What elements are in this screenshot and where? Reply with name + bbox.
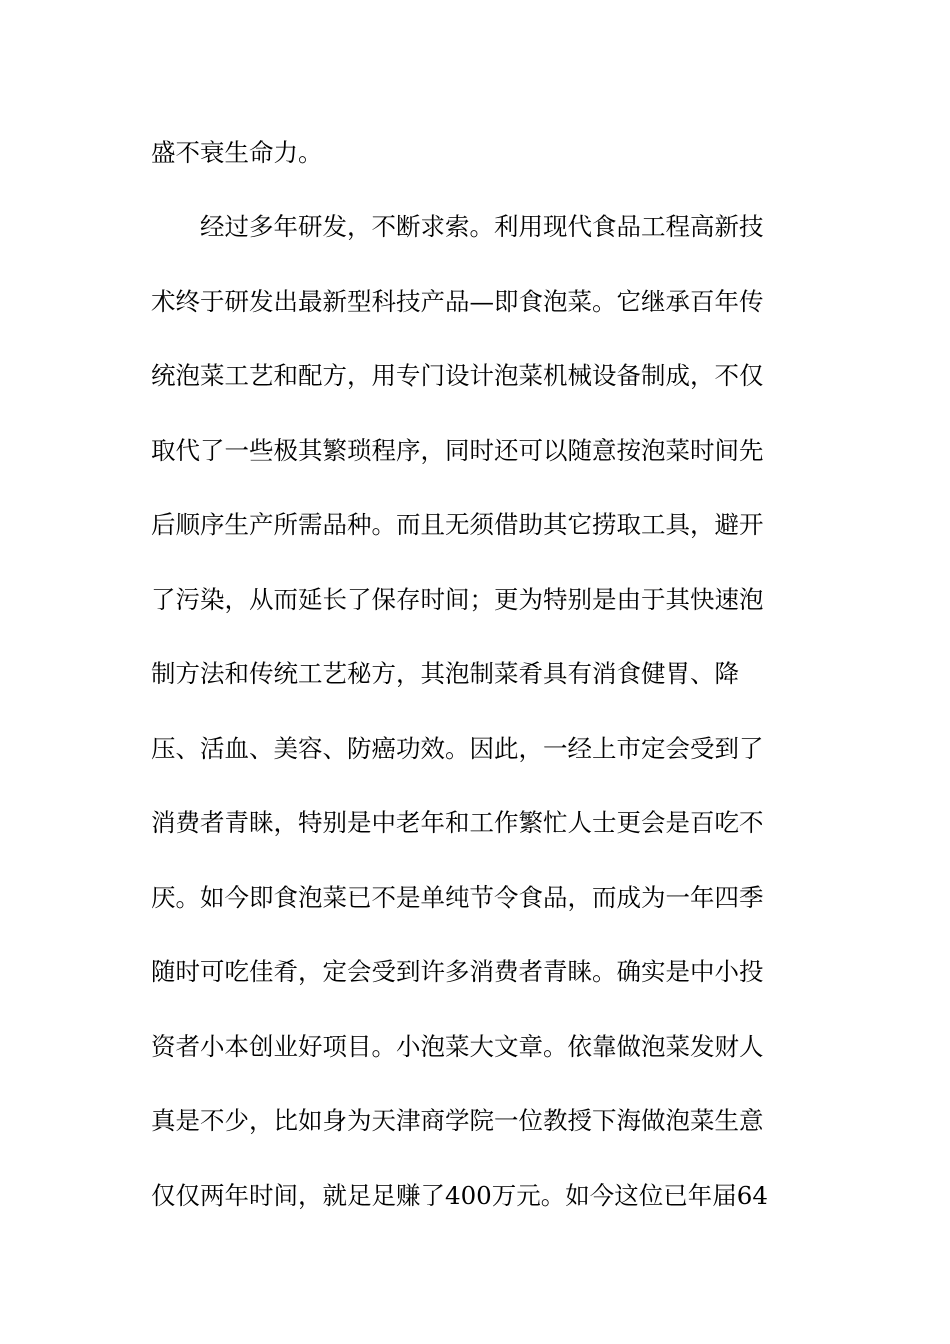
text-line: 随时可吃佳肴，定会受到许多消费者青睐。确实是中小投 [151,957,764,986]
text-line: 取代了一些极其繁琐程序，同时还可以随意按泡菜时间先 [151,436,764,465]
text-line: 术终于研发出最新型科技产品—即食泡菜。它继承百年传 [151,287,764,316]
text-line: 消费者青睐，特别是中老年和工作繁忙人士更会是百吃不 [151,808,764,837]
text-line: 制方法和传统工艺秘方，其泡制菜肴具有消食健胃、降 [151,659,739,688]
text-line: 统泡菜工艺和配方，用专门设计泡菜机械设备制成，不仅 [151,361,764,390]
text-line: 盛不衰生命力。 [151,138,323,167]
text-line: 真是不少，比如身为天津商学院一位教授下海做泡菜生意 [151,1106,764,1135]
text-line: 厌。如今即食泡菜已不是单纯节令食品，而成为一年四季 [151,883,764,912]
text-line: 仅仅两年时间，就足足赚了400万元。如今这位已年届64 [151,1181,768,1210]
text-line: 了污染，从而延长了保存时间；更为特别是由于其快速泡 [151,585,764,614]
paragraph-first-line: 经过多年研发，不断求索。利用现代食品工程高新技 [200,212,764,241]
text-line: 资者小本创业好项目。小泡菜大文章。依靠做泡菜发财人 [151,1032,764,1061]
text-line: 后顺序生产所需品种。而且无须借助其它捞取工具，避开 [151,510,764,539]
text-line: 压、活血、美容、防癌功效。因此，一经上市定会受到了 [151,734,764,763]
